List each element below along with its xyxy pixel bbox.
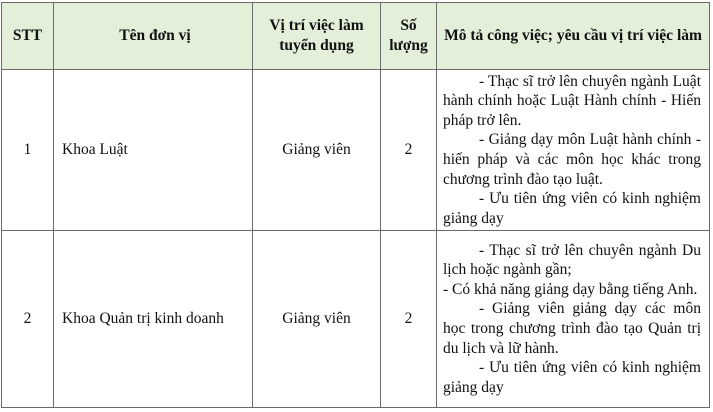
description-line: - Có khả năng giảng dạy bằng tiếng Anh. [443,280,698,298]
header-stt: STT [2,3,54,70]
row-description [437,70,710,231]
description-line: - Giảng dạy môn Luật hành chính - hiến pháp và các môn học khác trong chương trình đào tạo luật. [443,131,701,188]
description-line: - Ưu tiên ứng viên có kinh nghiệm giảng dạy [443,359,701,396]
row-description [437,231,710,408]
row-position: Giảng viên [253,70,381,231]
table-row [2,70,710,231]
row-stt: 2 [2,231,54,408]
row-unit: Khoa Quản trị kinh doanh [54,231,253,408]
header-unit: Tên đơn vị [54,3,253,70]
header-position: Vị trí việc làm tuyển dụng [253,3,381,70]
recruitment-table [1,2,710,408]
description-line: - Thạc sĩ trở lên chuyên ngành Du lịch hoặc ngành gần; [443,241,701,279]
row-position: Giảng viên [253,231,381,408]
description-line: - Thạc sĩ trở lên chuyên ngành Luật hành chính hoặc Luật Hành chính - Hiến pháp trở lên. [443,72,701,129]
header-description: Mô tả công việc; yêu cầu vị trí việc làm [437,3,710,70]
row-unit: Khoa Luật [54,70,253,231]
header-quantity: Số lượng [381,3,437,70]
row-stt: 1 [2,70,54,231]
table-header-row [2,3,710,70]
description-line: - Ưu tiên ứng viên có kinh nghiệm giảng dạy [443,190,701,227]
row-quantity: 2 [381,231,437,408]
description-line: - Giảng viên giảng dạy các môn học trong chương trình đào tạo Quản trị du lịch và lữ hành. [443,300,701,357]
row-quantity: 2 [381,70,437,231]
table-row [2,231,710,408]
